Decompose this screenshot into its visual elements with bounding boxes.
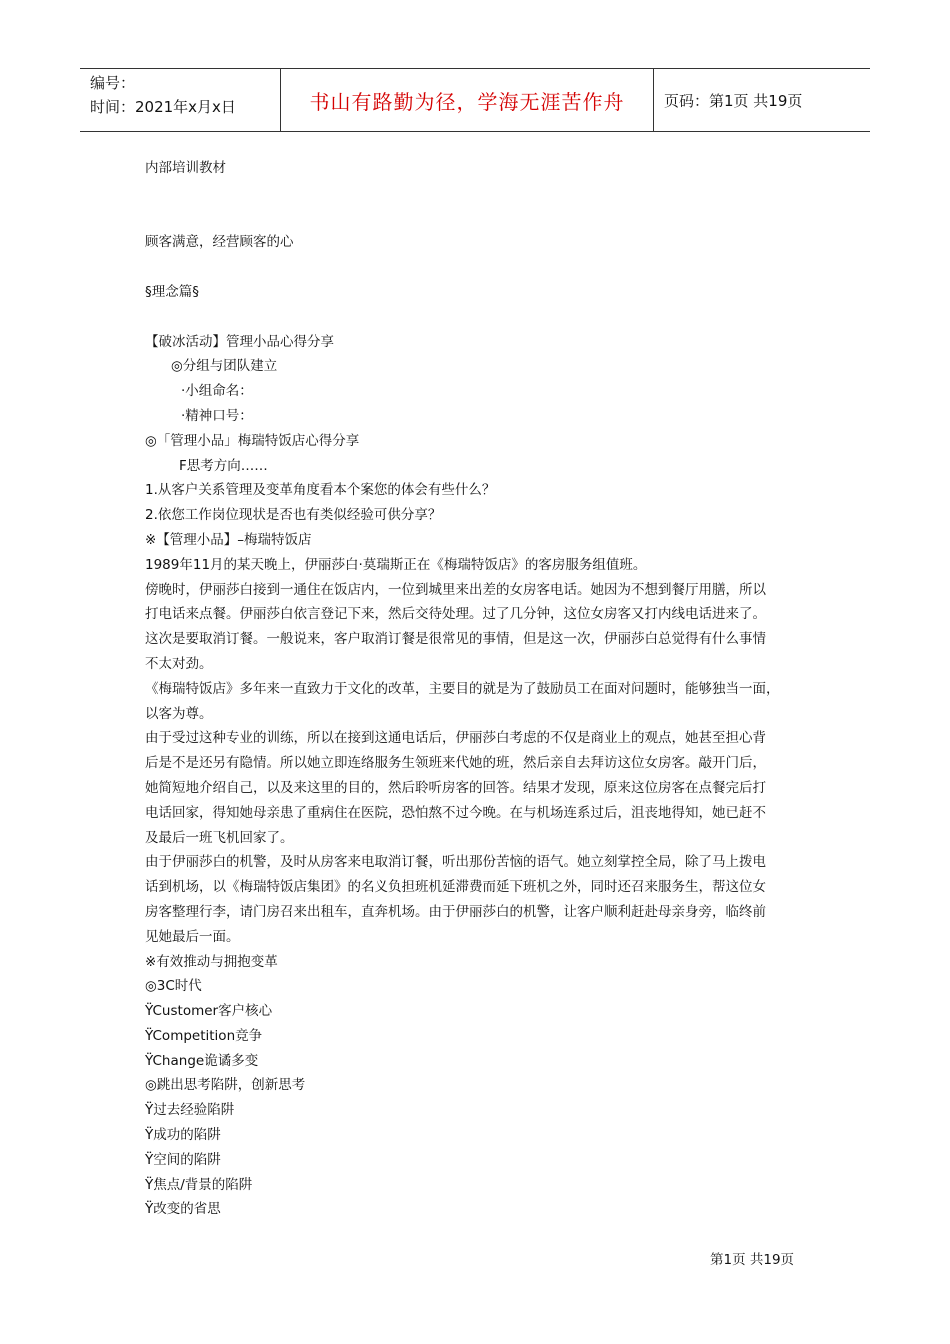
paragraph-line: 这次是要取消订餐。一般说来，客户取消订餐是很常见的事情，但是这一次，伊丽莎白总觉得有什么事情 — [145, 631, 766, 648]
doc-subtitle: 顾客满意，经营顾客的心 — [145, 234, 294, 251]
document-number: 编号： — [90, 74, 136, 92]
section-heading: ※有效推动与拥抱变革 — [145, 953, 278, 970]
document-date: 时间：2021年x月x日 — [90, 98, 236, 116]
list-item: F思考方向…… — [179, 457, 268, 474]
paragraph-line: 及最后一班飞机回家了。 — [145, 829, 294, 846]
paragraph-line: 电话回家，得知她母亲患了重病住在医院，恐怕熬不过今晚。在与机场连系过后，沮丧地得知，她已赶不 — [145, 804, 766, 821]
page-footer: 第1页 共19页 — [710, 1252, 795, 1268]
blank-line — [145, 255, 825, 280]
paragraph-line: 由于伊丽莎白的机警，及时从房客来电取消订餐，听出那份苦恼的语气。她立刻掌控全局，除了马上拨电 — [145, 854, 766, 871]
list-item: ◎3C时代 — [145, 978, 202, 995]
blank-line — [145, 181, 825, 206]
paragraph-line: 见她最后一面。 — [145, 928, 240, 945]
blank-line — [145, 206, 825, 231]
list-item: ŸCustomer客户核心 — [145, 1003, 273, 1020]
header-motto: 书山有路勤为径，学海无涯苦作舟 — [280, 69, 654, 131]
question-item: 1.从客户关系管理及变革角度看本个案您的体会有些什么？ — [145, 482, 496, 499]
paragraph-line: 打电话来点餐。伊丽莎白依言登记下来，然后交待处理。过了几分钟，这位女房客又打内线电话进来了。 — [145, 606, 766, 623]
page-header — [80, 68, 870, 132]
paragraph-line: 不太对劲。 — [145, 655, 213, 672]
list-item: ◎跳出思考陷阱，创新思考 — [145, 1077, 306, 1094]
list-item: Ÿ空间的陷阱 — [145, 1151, 221, 1168]
paragraph-line: 她简短地介绍自己，以及来这里的目的，然后聆听房客的回答。结果才发现，原来这位房客在点餐完后打 — [145, 779, 766, 796]
list-item: Ÿ焦点/背景的陷阱 — [145, 1176, 253, 1193]
list-item: Ÿ改变的省思 — [145, 1201, 221, 1218]
list-item: Ÿ过去经验陷阱 — [145, 1102, 235, 1119]
list-item: ·精神口号： — [181, 407, 253, 424]
paragraph-line: 1989年11月的某天晚上，伊丽莎白·莫瑞斯正在《梅瑞特饭店》的客房服务组值班。 — [145, 556, 647, 573]
case-heading: ※【管理小品】–梅瑞特饭店 — [145, 531, 312, 548]
activity-heading: 【破冰活动】管理小品心得分享 — [145, 333, 334, 350]
document-body — [145, 156, 825, 1222]
paragraph-line: 以客为尊。 — [145, 705, 213, 722]
question-item: 2.依您工作岗位现状是否也有类似经验可供分享？ — [145, 507, 442, 524]
list-item: ŸCompetition竞争 — [145, 1027, 263, 1044]
paragraph-line: 房客整理行李，请门房召来出租车，直奔机场。由于伊丽莎白的机警，让客户顺利赶赴母亲身旁，临终前 — [145, 903, 766, 920]
list-item: ◎「管理小品」梅瑞特饭店心得分享 — [145, 432, 360, 449]
paragraph-line: 《梅瑞特饭店》多年来一直致力于文化的改革，主要目的就是为了鼓励员工在面对问题时，能够独当一面， — [145, 680, 780, 697]
section-heading: §理念篇§ — [145, 283, 199, 300]
list-item: Ÿ成功的陷阱 — [145, 1127, 221, 1144]
paragraph-line: 傍晚时，伊丽莎白接到一通住在饭店内，一位到城里来出差的女房客电话。她因为不想到餐厅用膳，所以 — [145, 581, 766, 598]
blank-line — [145, 305, 825, 330]
list-item: ·小组命名： — [181, 383, 253, 400]
paragraph-line: 由于受过这种专业的训练，所以在接到这通电话后，伊丽莎白考虑的不仅是商业上的观点，她甚至担心背 — [145, 730, 766, 747]
paragraph-line: 话到机场，以《梅瑞特饭店集团》的名义负担班机延滞费而延下班机之外，同时还召来服务生，帮这位女 — [145, 879, 766, 896]
header-page-info: 页码：第1页 共19页 — [664, 91, 803, 110]
list-item: ŸChange诡谲多变 — [145, 1052, 259, 1069]
doc-title: 内部培训教材 — [145, 160, 226, 176]
paragraph-line: 后是不是还另有隐情。所以她立即连络服务生领班来代她的班，然后亲自去拜访这位女房客。敲开门后， — [145, 755, 766, 772]
header-meta — [80, 69, 280, 131]
list-item: ◎分组与团队建立 — [171, 358, 278, 375]
